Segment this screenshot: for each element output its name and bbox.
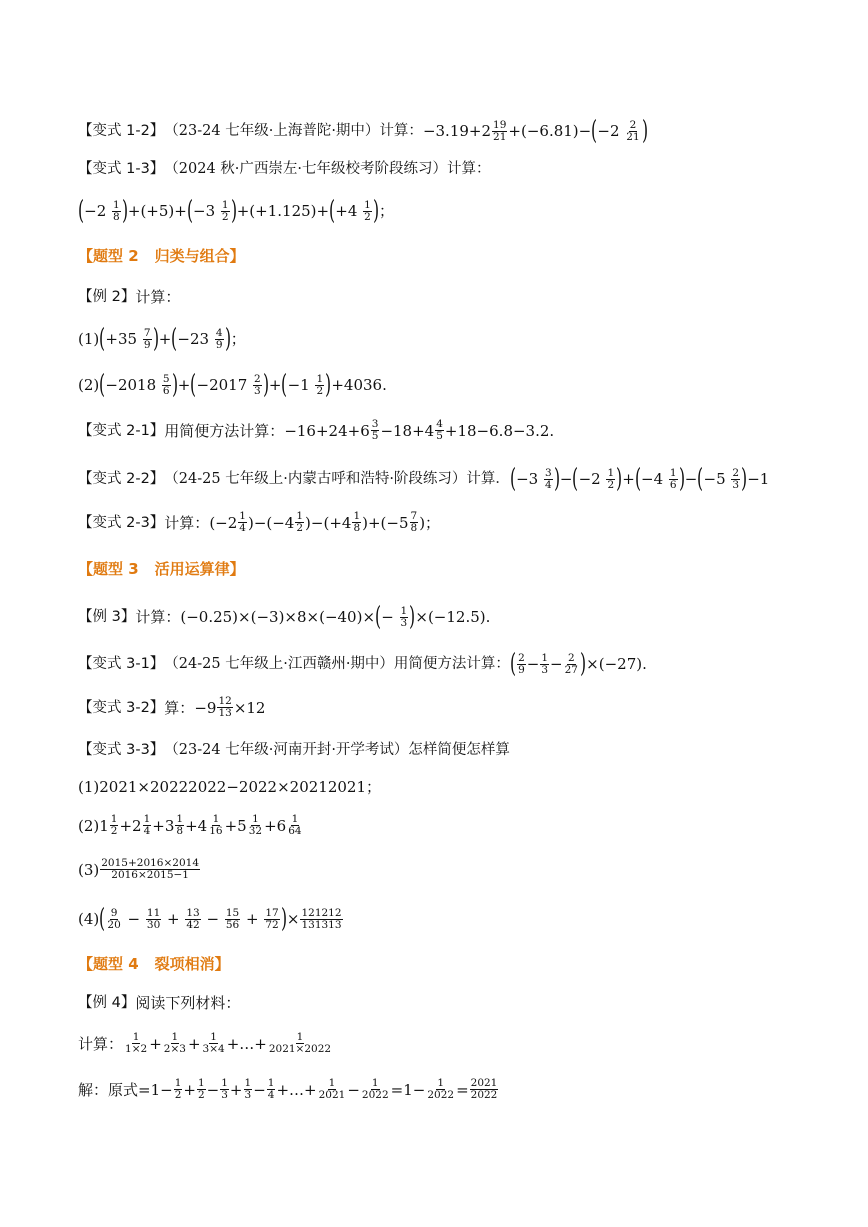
example-4 <box>78 992 828 1014</box>
section-heading-3: 【题型 3 活用运算律】 <box>78 560 245 578</box>
source-text: （24-25 七年级上·内蒙古呼和浩特·阶段练习）计算． <box>164 471 510 487</box>
example-tag: 【例 4】 <box>78 995 136 1011</box>
example-text: 阅读下列材料： <box>135 994 241 1012</box>
math-expression: (2)1 $\frac{1}{2}$ +2 $\frac{1}{4}$ +3 $\frac{1}{8}$ +4 $\frac{1}{16}$ +5 $\frac{1}{32}$ +6 $\frac{1}{64}$ <box>78 813 302 837</box>
math-expression: −3.19+2 $\frac{19}{21}$ +(−6.81)− ( −2 $\frac{2}{21}$ ) <box>422 116 648 146</box>
variant-3-1 <box>78 651 828 677</box>
variant-tag: 【变式 2-3】 <box>78 514 165 531</box>
section-heading-4: 【题型 4 裂项相消】 <box>78 955 230 973</box>
variant-2-3 <box>78 511 828 534</box>
section-heading-2: 【题型 2 归类与组合】 <box>78 247 245 265</box>
math-expression: −9 $\frac{12}{13}$ ×12 <box>194 695 266 719</box>
variant-tag: 【变式 2-2】 <box>78 471 165 487</box>
math-expression: ( $\frac{2}{9}$ − $\frac{1}{3}$ − $\frac{2}{27}$ ) ×(−27). <box>509 649 647 679</box>
example-tag: 【例 3】 <box>78 609 136 625</box>
variant-tag: 【变式 3-3】 <box>78 742 165 758</box>
example-tag: 【例 2】 <box>78 289 136 305</box>
math-expression: (3) $\frac{2015+2016\times 2014}{2016\times 2015-1}$ <box>78 857 200 881</box>
math-expression: 计算： $\frac{1}{1\times 2}$ + $\frac{1}{2\times 3}$ + $\frac{1}{3\times 4}$ +…+ $\frac{1}{2021\times 2022}$ <box>78 1031 332 1055</box>
math-expression: (1) ( +35 $\frac{7}{9}$ ) + ( −23 $\frac{4}{9}$ ) ； <box>78 324 246 354</box>
variant-tag: 【变式 1-2】 <box>78 123 165 139</box>
variant-1-2 <box>78 118 828 144</box>
source-text: （23-24 七年级·上海普陀·期中）计算： <box>164 123 423 139</box>
variant-3-2 <box>78 696 828 719</box>
math-expression: (−0.25)×(−3)×8×(−40)× ( − $\frac{1}{3}$ ) ×(−12.5). <box>180 602 491 632</box>
math-expression: ( −3 $\frac{3}{4}$ ) − ( −2 $\frac{1}{2}$ ) + ( −4 $\frac{1}{6}$ ) − ( −5 $\frac{2}{3}$ ) −1 <box>509 464 770 494</box>
variant-text: 算： <box>164 698 195 717</box>
example-3 <box>78 604 828 630</box>
variant-1-3 <box>78 158 828 180</box>
example-2 <box>78 286 828 308</box>
example-text: 计算： <box>135 288 181 306</box>
variant-2-1 <box>78 419 828 442</box>
source-text: （2024 秋·广西崇左·七年级校考阶段练习）计算： <box>164 161 491 177</box>
math-expression: ( −2 $\frac{1}{8}$ ) +(+5)+ ( −3 $\frac{1}{2}$ ) +(+1.125)+ ( +4 $\frac{1}{2}$ ) ； <box>78 196 394 226</box>
variant-2-2 <box>78 466 828 492</box>
math-expression: (1)2021×20222022−2022×20212021； <box>78 778 381 796</box>
variant-tag: 【变式 1-3】 <box>78 161 165 177</box>
math-expression: 解：原式 =1− $\frac{1}{2}$ + $\frac{1}{2}$ − $\frac{1}{3}$ + $\frac{1}{3}$ − $\frac{1}{4}$ +…+ $\frac{1}{2021}$ − $\frac{1}{2022}$ =1− $\frac{1}{2022}$ = $\frac{2021}{2022}$ <box>78 1077 498 1101</box>
variant-tag: 【变式 3-1】 <box>78 656 165 672</box>
math-expression: (−2 $\frac{1}{4}$ )−(−4 $\frac{1}{2}$ )−(+4 $\frac{1}{8}$ )+(−5 $\frac{7}{8}$ )； <box>209 510 441 534</box>
math-expression: −16+24+6 $\frac{3}{5}$ −18+4 $\frac{4}{5}$ +18−6.8−3.2. <box>284 418 555 442</box>
variant-tag: 【变式 2-1】 <box>78 422 165 439</box>
variant-tag: 【变式 3-2】 <box>78 699 165 716</box>
variant-3-3 <box>78 739 828 761</box>
variant-text: 计算： <box>164 513 210 532</box>
example-text: 计算： <box>135 608 181 626</box>
source-text: （24-25 七年级上·江西赣州·期中）用简便方法计算： <box>164 656 510 672</box>
math-expression: (2) ( −2018 $\frac{5}{6}$ ) + ( −2017 $\frac{2}{3}$ ) + ( −1 $\frac{1}{2}$ ) +4036. <box>78 370 387 400</box>
math-expression: (4) ( $\frac{9}{20}$ − $\frac{11}{30}$ + $\frac{13}{42}$ − $\frac{15}{56}$ + $\frac{17}{72}$ ) × $\frac{121212}{131313}$ <box>78 904 342 934</box>
source-text: （23-24 七年级·河南开封·开学考试）怎样简便怎样算 <box>164 742 510 758</box>
variant-text: 用简便方法计算： <box>164 421 285 440</box>
